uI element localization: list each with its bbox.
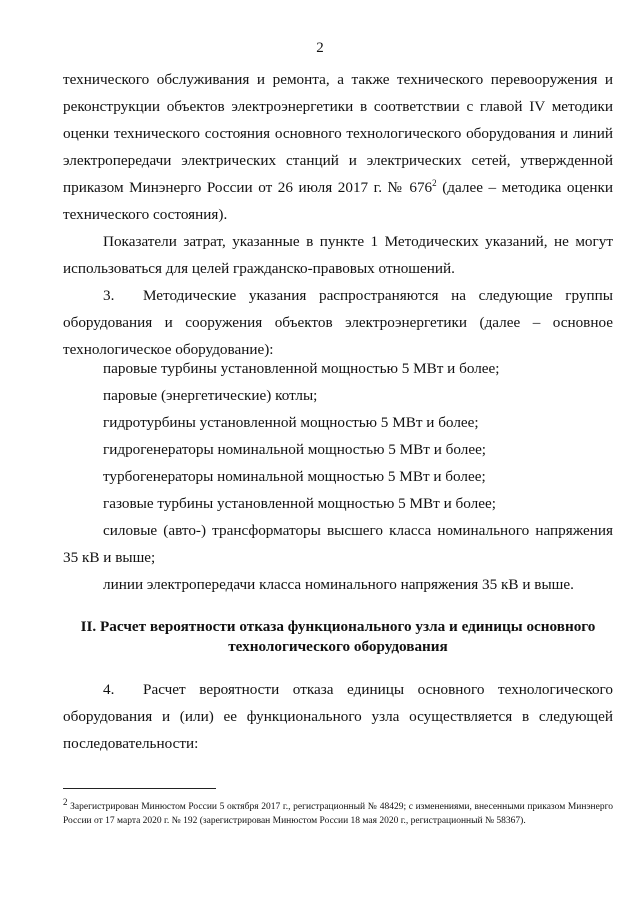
heading-line: технологического оборудования	[228, 638, 448, 655]
list-item: газовые турбины установленной мощностью 5 МВт и более;	[103, 495, 496, 512]
heading-line: II. Расчет вероятности отказа функционального узла и единицы основного	[80, 618, 596, 635]
text-line: технического состояния).	[63, 206, 228, 223]
list-item-continuation: 35 кВ и выше;	[63, 549, 156, 566]
text-line: оборудования и сооружения объектов электроэнергетики (далее – основное	[63, 314, 613, 331]
paragraph-number: 4.	[103, 681, 115, 698]
text-line: технологическое оборудование):	[63, 341, 274, 358]
footnote	[63, 796, 614, 828]
text-line: Показатели затрат, указанные в пункте 1 Методических указаний, не могут	[103, 233, 613, 250]
list-item: линии электропередачи класса номинального напряжения 35 кВ и выше.	[103, 576, 574, 593]
text-fragment: Методические указания распространяются на следующие группы	[143, 287, 613, 304]
list-item: гидротурбины установленной мощностью 5 МВт и более;	[103, 414, 479, 431]
text-line: оборудования и (или) ее функционального узла осуществляется в следующей	[63, 708, 613, 725]
list-item: паровые (энергетические) котлы;	[103, 387, 318, 404]
text-fragment: Расчет вероятности отказа единицы основного технологического	[143, 681, 613, 698]
footnote-mark: 2	[63, 796, 68, 807]
text-line: последовательности:	[63, 735, 199, 752]
list-item: паровые турбины установленной мощностью 5 МВт и более;	[103, 360, 500, 377]
section-heading	[63, 617, 613, 657]
intro-paragraph	[63, 66, 613, 228]
text-line	[63, 676, 613, 703]
list-item: гидрогенераторы номинальной мощностью 5 МВт и более;	[103, 441, 487, 458]
paragraph-4	[63, 676, 613, 757]
page-number: 2	[316, 40, 324, 56]
text-line: реконструкции объектов электроэнергетики в соответствии с главой IV методики	[63, 98, 613, 115]
list-item: силовые (авто-) трансформаторы высшего класса номинального напряжения	[103, 522, 613, 539]
text-line	[63, 282, 613, 309]
text-line: оценки технического состояния основного технологического оборудования и линий	[63, 125, 613, 142]
paragraph-3	[63, 282, 613, 363]
text-line: использоваться для целей гражданско-правовых отношений.	[63, 260, 455, 277]
cost-indicators-paragraph	[63, 228, 613, 282]
paragraph-number: 3.	[103, 287, 115, 304]
text-fragment: приказом Минэнерго России от 26 июля 2017 г. № 676	[63, 179, 433, 196]
footnote-reference: 2	[432, 177, 437, 188]
text-line: электропередачи электрических станций и электрических сетей, утвержденной	[63, 152, 613, 169]
footnote-separator	[63, 788, 216, 789]
text-line-with-footnote	[63, 174, 613, 201]
text-fragment: (далее – методика оценки	[436, 179, 613, 196]
equipment-list	[63, 355, 613, 598]
list-item: турбогенераторы номинальной мощностью 5 МВт и более;	[103, 468, 486, 485]
text-line: технического обслуживания и ремонта, а также технического перевооружения и	[63, 71, 613, 88]
footnote-text: Зарегистрирован Минюстом России 5 октября 2017 г., регистрационный № 48429; с изменениями, внесенными приказом Минэнерго России от 17 марта 2020 г. № 192 (зарегистрирован Минюстом России 18 мая 2020 г., регистрационный № 58367).	[63, 802, 614, 826]
